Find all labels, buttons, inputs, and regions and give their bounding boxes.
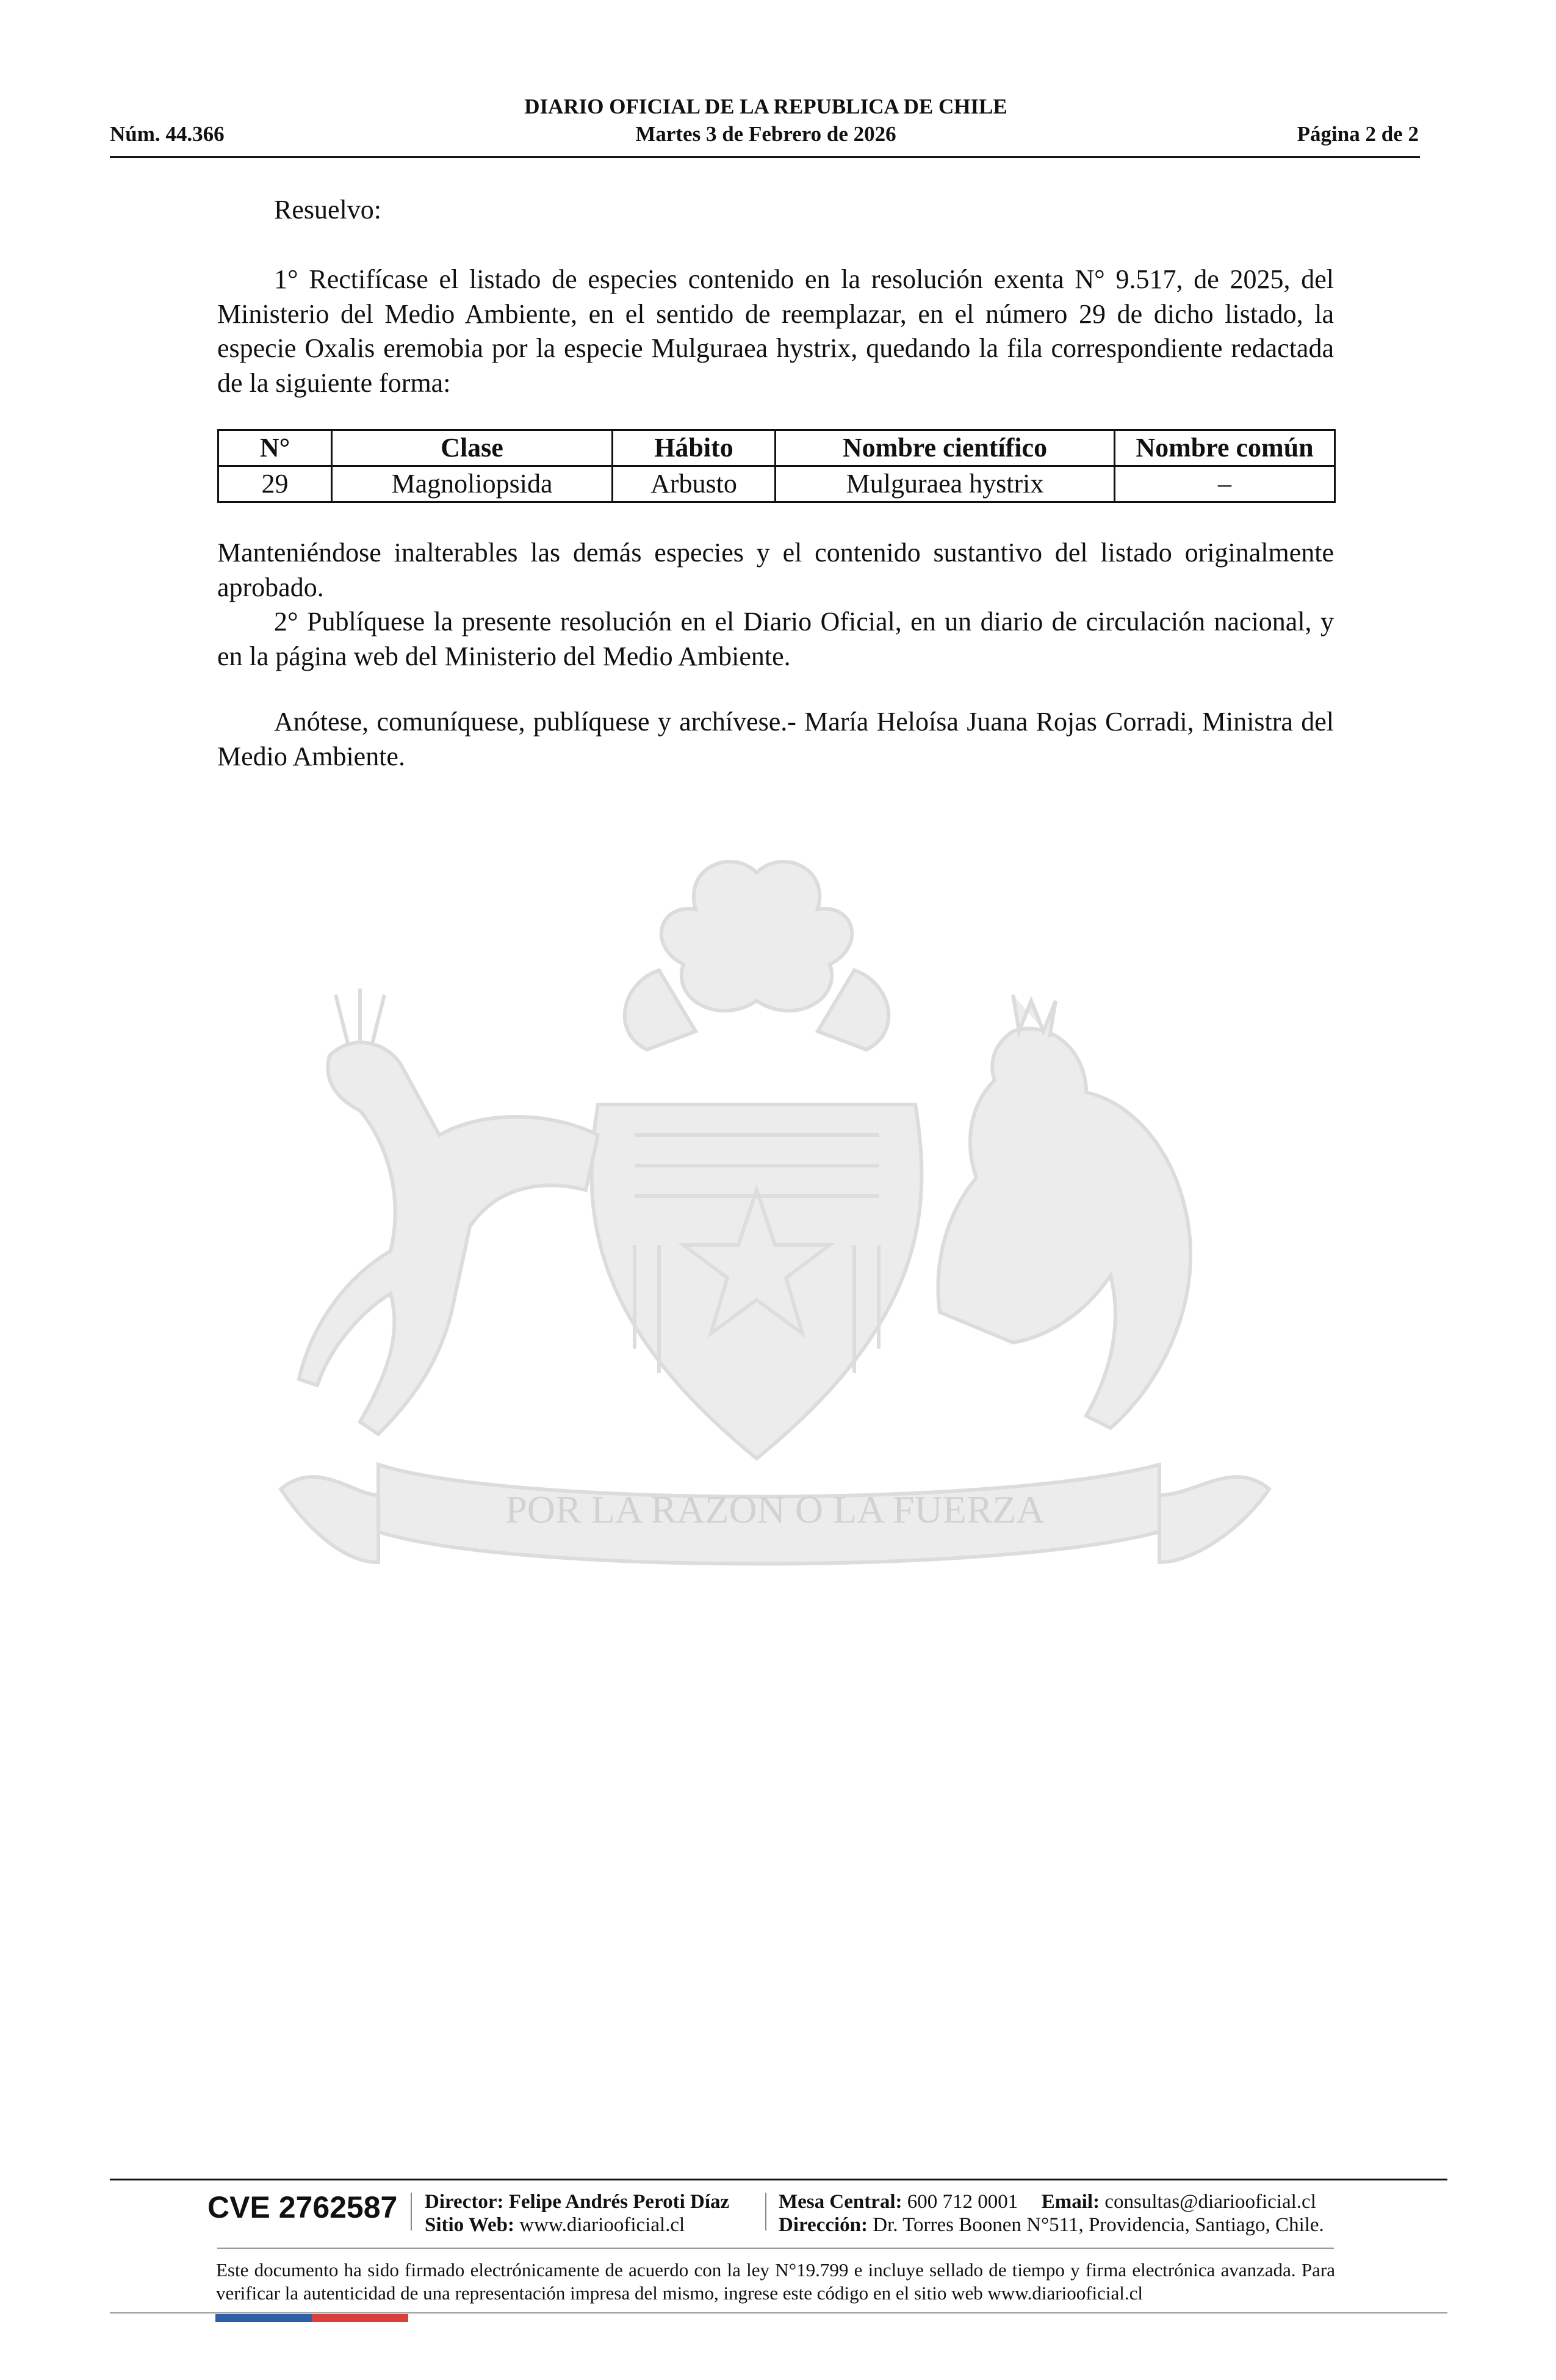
flag-stripe-blue xyxy=(215,2314,312,2322)
col-header-class: Clase xyxy=(332,430,613,466)
paragraph-rectification: 1° Rectifícase el listado de especies contenido en la resolución exenta N° 9.517, de 2025, del Ministerio del Medio Ambiente, en el sentido de reemplazar, en el número 29 de dicho listado, la especie Oxalis eremobia por la especie Mulguraea hystrix, quedando la fila correspondiente redactada de la siguiente forma: xyxy=(217,264,1334,398)
footer-contact xyxy=(779,2191,1316,2213)
species-table xyxy=(217,429,1336,503)
resuelvo-heading: Resuelvo: xyxy=(274,195,381,225)
legal-notice: Este documento ha sido firmado electrónicamente de acuerdo con la ley N°19.799 e incluye sellado de tiempo y firma electrónica avanzada. Para verificar la autenticidad de una representación impresa del mismo, ingrese este código en el sitio web www.diariooficial.cl xyxy=(216,2259,1335,2304)
email-link[interactable]: consultas@diariooficial.cl xyxy=(1104,2191,1316,2213)
paragraph-signature: Anótese, comuníquese, publíquese y archívese.- María Heloísa Juana Rojas Corradi, Ministra del Medio Ambiente. xyxy=(217,707,1334,771)
email-label: Email: xyxy=(1041,2191,1100,2213)
cell-common-name: – xyxy=(1115,466,1335,502)
cell-number: 29 xyxy=(218,466,332,502)
footer-separator xyxy=(411,2193,412,2230)
footer-divider xyxy=(110,2179,1447,2180)
footer-inner-divider xyxy=(217,2248,1334,2249)
footer-director xyxy=(425,2191,729,2213)
flag-stripe-red xyxy=(312,2314,408,2322)
paragraph-unchanged-species: Manteniéndose inalterables las demás especies y el contenido sustantivo del listado originalmente aprobado. xyxy=(217,538,1334,602)
footer-website xyxy=(425,2214,685,2237)
mesa-label: Mesa Central: xyxy=(779,2191,902,2213)
website-link[interactable]: www.diariooficial.cl xyxy=(519,2214,685,2236)
table-row xyxy=(218,466,1335,502)
address-label: Dirección: xyxy=(779,2214,868,2236)
col-header-common-name: Nombre común xyxy=(1115,430,1335,466)
cell-class: Magnoliopsida xyxy=(332,466,613,502)
header-divider xyxy=(110,156,1420,158)
publication-date: Martes 3 de Febrero de 2026 xyxy=(635,122,896,146)
paragraph-publication: 2° Publíquese la presente resolución en el Diario Oficial, en un diario de circulación nacional, y en la página web del Ministerio del Medio Ambiente. xyxy=(217,607,1334,671)
cve-code: CVE 2762587 xyxy=(207,2190,398,2224)
col-header-number: N° xyxy=(218,430,332,466)
col-header-scientific-name: Nombre científico xyxy=(776,430,1115,466)
director-name: Felipe Andrés Peroti Díaz xyxy=(508,2191,730,2213)
publication-title: DIARIO OFICIAL DE LA REPUBLICA DE CHILE xyxy=(524,95,1007,118)
coat-of-arms-icon xyxy=(207,848,1342,1666)
cell-scientific-name: Mulguraea hystrix xyxy=(776,466,1115,502)
address-value: Dr. Torres Boonen N°511, Providencia, Santiago, Chile. xyxy=(873,2214,1324,2236)
watermark-motto: POR LA RAZON O LA FUERZA xyxy=(505,1488,1045,1531)
page-indicator: Página 2 de 2 xyxy=(1297,122,1419,146)
table-header-row xyxy=(218,430,1335,466)
footer-separator xyxy=(765,2193,766,2230)
issue-number: Núm. 44.366 xyxy=(110,122,225,146)
footer-address xyxy=(779,2214,1324,2237)
footer-bottom-divider xyxy=(110,2312,1447,2313)
cell-habit: Arbusto xyxy=(613,466,776,502)
col-header-habit: Hábito xyxy=(613,430,776,466)
director-label: Director: xyxy=(425,2191,504,2213)
website-label: Sitio Web: xyxy=(425,2214,515,2236)
mesa-phone: 600 712 0001 xyxy=(907,2191,1018,2213)
